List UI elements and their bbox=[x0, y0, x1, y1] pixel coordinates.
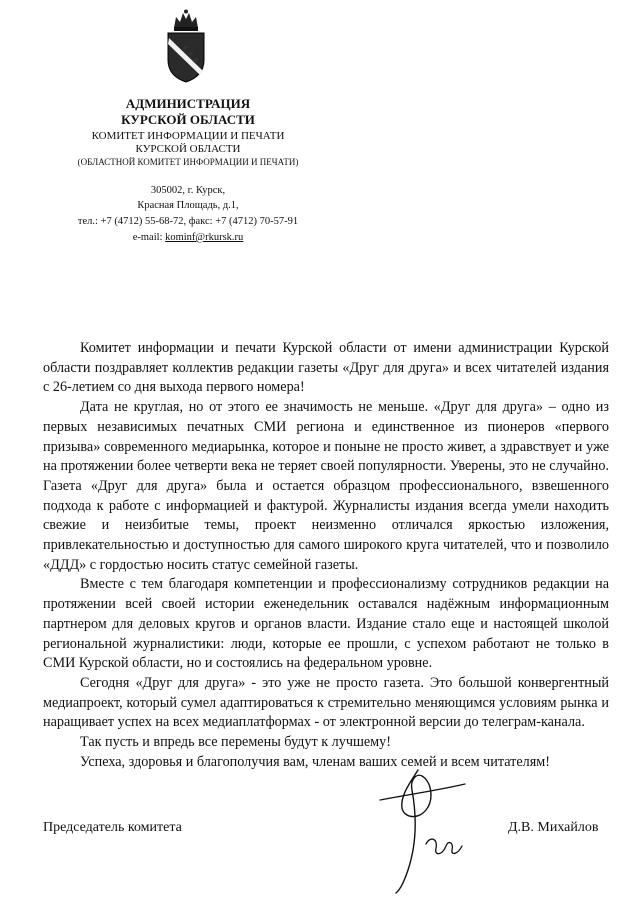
address-postcode-city: 305002, г. Курск, bbox=[150, 185, 226, 196]
paragraph-professionalism: Вместе с тем благодаря компетенции и профессионализму сотрудников редакции на протяжении всей своей истории еженедельник оставался надёжным информационным партнером для деловых кругов и органов власти. Издание стало еще и настоящей школой региональной журналистики: люди, которые ее прошли, с успехом работают не только в СМИ Курской области, но и состоялись на федеральном уровне. bbox=[43, 576, 609, 672]
paragraph-closing: Успеха, здоровья и благополучия вам, членам ваших семей и всем читателям! bbox=[80, 753, 550, 770]
paragraph-today: Сегодня «Друг для друга» - это уже не просто газета. Это большой конвергентный медиапроект, который сумел адаптироваться к стремительно меняющимся условиям рынка и наращивает успех на всех медиаплатформах - от электронной версии до телеграм-канала. bbox=[43, 674, 609, 731]
org-name-line2: КУРСКОЙ ОБЛАСТИ bbox=[121, 112, 255, 127]
committee-short-name: (ОБЛАСТНОЙ КОМИТЕТ ИНФОРМАЦИИ И ПЕЧАТИ) bbox=[77, 157, 299, 167]
committee-name-line2: КУРСКОЙ ОБЛАСТИ bbox=[135, 143, 241, 155]
org-name-line1: АДМИНИСТРАЦИЯ bbox=[125, 96, 251, 111]
paragraph-history: Дата не круглая, но от этого ее значимость не меньше. «Друг для друга» – одно из первых независимых печатных СМИ региона и единственное из пионеров «первого призыва» современного медиарынка, которое и поныне не просто живет, а здравствует и уже на протяжении более четверти века не теряет своей популярности. Уверены, это не случайно. Газета «Друг для друга» была и остается образцом профессионального, взвешенного подхода к работе с информацией и фактурой. Журналисты издания всегда умели находить свежие и неизбитые темы, проект неизменно отличался яркостью изложения, привлекательностью и доступностью для самого широкого круга читателей, что и позволило «ДДД» с гордостью носить статус семейной газеты. bbox=[43, 399, 609, 573]
letter-body bbox=[43, 339, 609, 772]
signatory-position: Председатель комитета bbox=[43, 820, 182, 835]
coat-of-arms-icon bbox=[163, 8, 209, 84]
signatory-name: Д.В. Михайлов bbox=[508, 820, 599, 835]
handwritten-signature-icon bbox=[360, 760, 475, 895]
paragraph-greeting: Комитет информации и печати Курской области от имени администрации Курской области поздравляет коллектив редакции газеты «Друг для друга» и всех читателей издания с 26-летием со дня выхода первого номера! bbox=[43, 340, 609, 396]
contact-email bbox=[80, 231, 296, 244]
address-street: Красная Площадь, д.1, bbox=[137, 200, 239, 211]
email-link[interactable]: kominf@rkursk.ru bbox=[165, 232, 244, 243]
email-prefix: e-mail: bbox=[132, 232, 166, 243]
contact-phones: тел.: +7 (4712) 55-68-72, факс: +7 (4712) 70-57-91 bbox=[77, 216, 299, 227]
paragraph-wishes: Так пусть и впредь все перемены будут к лучшему! bbox=[80, 734, 391, 751]
committee-name-line1: КОМИТЕТ ИНФОРМАЦИИ И ПЕЧАТИ bbox=[91, 130, 285, 142]
